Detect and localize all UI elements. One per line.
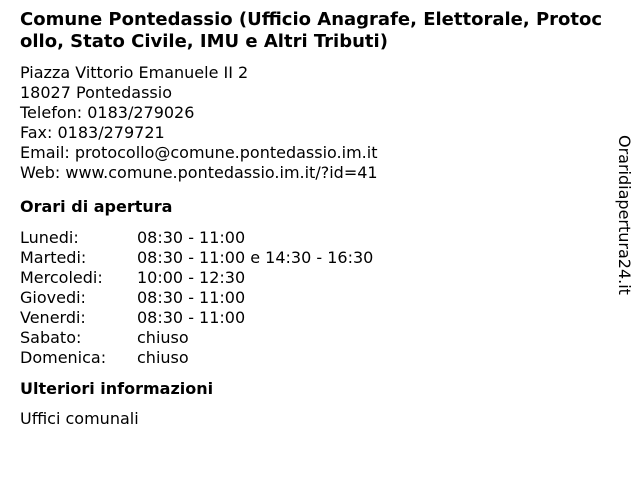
hours-time: chiuso xyxy=(137,328,189,347)
page-content xyxy=(20,9,605,429)
postal-city: 18027 Pontedassio xyxy=(20,83,172,102)
further-info-heading: Ulteriori informazioni xyxy=(20,379,214,398)
hours-day: Martedi: xyxy=(20,248,87,267)
phone-number: Telefon: 0183/279026 xyxy=(20,103,195,122)
opening-hours-heading: Orari di apertura xyxy=(20,197,173,216)
hours-time: 08:30 - 11:00 xyxy=(137,308,246,327)
hours-row xyxy=(20,268,605,288)
hours-day: Giovedi: xyxy=(20,288,86,307)
hours-row xyxy=(20,288,605,308)
further-info-text: Uffici comunali xyxy=(20,409,139,428)
hours-day: Domenica: xyxy=(20,348,107,367)
hours-day: Lunedi: xyxy=(20,228,79,247)
fax-number: Fax: 0183/279721 xyxy=(20,123,165,142)
website-address: Web: www.comune.pontedassio.im.it/?id=41 xyxy=(20,163,378,182)
page-title: Comune Pontedassio (Ufficio Anagrafe, Elettorale, Protocollo, Stato Civile, IMU e Altri Tributi) xyxy=(20,9,603,52)
hours-time: 10:00 - 12:30 xyxy=(137,268,246,287)
street-address: Piazza Vittorio Emanuele II 2 xyxy=(20,63,249,82)
hours-day: Venerdi: xyxy=(20,308,86,327)
hours-row xyxy=(20,348,605,368)
hours-time: 08:30 - 11:00 xyxy=(137,228,246,247)
hours-time: 08:30 - 11:00 xyxy=(137,288,246,307)
opening-hours-table xyxy=(20,228,605,368)
hours-time: 08:30 - 11:00 e 14:30 - 16:30 xyxy=(137,248,374,267)
hours-row xyxy=(20,248,605,268)
site-watermark: Oraridiapertura24.it xyxy=(615,135,634,295)
hours-row xyxy=(20,308,605,328)
address-block xyxy=(20,63,605,183)
hours-day: Mercoledi: xyxy=(20,268,103,287)
hours-row xyxy=(20,328,605,348)
hours-time: chiuso xyxy=(137,348,189,367)
email-address: Email: protocollo@comune.pontedassio.im.it xyxy=(20,143,378,162)
hours-day: Sabato: xyxy=(20,328,82,347)
hours-row xyxy=(20,228,605,248)
